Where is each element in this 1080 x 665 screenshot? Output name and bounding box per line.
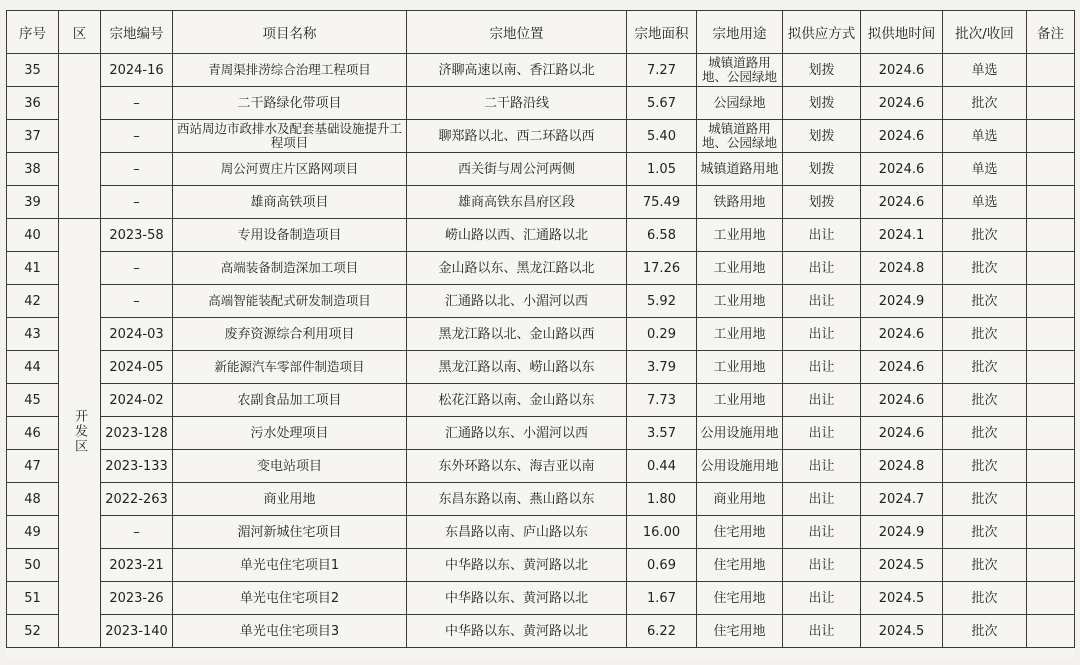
table-row <box>7 384 1075 417</box>
cell-area: 6.22 <box>627 615 697 648</box>
cell-project-name: 专用设备制造项目 <box>173 219 407 252</box>
cell-supply-method: 出让 <box>783 252 861 285</box>
cell-area: 0.29 <box>627 318 697 351</box>
cell-supply-method: 出让 <box>783 615 861 648</box>
table-row <box>7 252 1075 285</box>
cell-supply-method: 出让 <box>783 219 861 252</box>
cell-location: 二干路沿线 <box>407 87 627 120</box>
cell-note <box>1027 186 1075 219</box>
header-batch: 批次/收回 <box>943 11 1027 54</box>
cell-serial: 45 <box>7 384 59 417</box>
cell-note <box>1027 285 1075 318</box>
cell-note <box>1027 252 1075 285</box>
cell-supply-time: 2024.9 <box>861 516 943 549</box>
document-page <box>6 10 1074 658</box>
cell-location: 汇通路以北、小湄河以西 <box>407 285 627 318</box>
cell-note <box>1027 483 1075 516</box>
cell-area: 5.40 <box>627 120 697 153</box>
cell-parcel-code: 2024-03 <box>101 318 173 351</box>
cell-serial: 50 <box>7 549 59 582</box>
header-supply-method: 拟供应方式 <box>783 11 861 54</box>
cell-batch: 批次 <box>943 483 1027 516</box>
cell-land-use: 城镇道路用地 <box>697 153 783 186</box>
table-row <box>7 87 1075 120</box>
cell-batch: 批次 <box>943 417 1027 450</box>
cell-land-use: 工业用地 <box>697 252 783 285</box>
cell-batch: 批次 <box>943 384 1027 417</box>
cell-land-use: 住宅用地 <box>697 516 783 549</box>
cell-serial: 39 <box>7 186 59 219</box>
cell-serial: 40 <box>7 219 59 252</box>
cell-supply-time: 2024.6 <box>861 384 943 417</box>
cell-supply-time: 2024.9 <box>861 285 943 318</box>
cell-project-name: 西站周边市政排水及配套基础设施提升工程项目 <box>173 120 407 153</box>
cell-note <box>1027 318 1075 351</box>
cell-batch: 批次 <box>943 252 1027 285</box>
cell-supply-time: 2024.8 <box>861 252 943 285</box>
cell-note <box>1027 450 1075 483</box>
cell-land-use: 工业用地 <box>697 318 783 351</box>
header-area: 宗地面积 <box>627 11 697 54</box>
cell-batch: 单选 <box>943 186 1027 219</box>
cell-land-use: 工业用地 <box>697 219 783 252</box>
cell-supply-time: 2024.8 <box>861 450 943 483</box>
cell-supply-time: 2024.6 <box>861 120 943 153</box>
table-row <box>7 186 1075 219</box>
cell-supply-time: 2024.6 <box>861 351 943 384</box>
cell-land-use: 公用设施用地 <box>697 417 783 450</box>
cell-area: 7.73 <box>627 384 697 417</box>
cell-note <box>1027 120 1075 153</box>
cell-land-use: 公园绿地 <box>697 87 783 120</box>
cell-land-use: 住宅用地 <box>697 549 783 582</box>
cell-project-name: 二干路绿化带项目 <box>173 87 407 120</box>
cell-location: 金山路以东、黑龙江路以北 <box>407 252 627 285</box>
cell-serial: 44 <box>7 351 59 384</box>
cell-serial: 48 <box>7 483 59 516</box>
header-serial: 序号 <box>7 11 59 54</box>
table-row <box>7 219 1075 252</box>
land-supply-table <box>6 10 1075 648</box>
cell-supply-method: 出让 <box>783 516 861 549</box>
cell-area: 75.49 <box>627 186 697 219</box>
cell-serial: 52 <box>7 615 59 648</box>
cell-project-name: 青周渠排涝综合治理工程项目 <box>173 54 407 87</box>
cell-area: 6.58 <box>627 219 697 252</box>
cell-location: 东昌东路以南、燕山路以东 <box>407 483 627 516</box>
table-row <box>7 549 1075 582</box>
table-row <box>7 417 1075 450</box>
cell-supply-method: 出让 <box>783 384 861 417</box>
cell-supply-method: 出让 <box>783 318 861 351</box>
cell-batch: 批次 <box>943 318 1027 351</box>
cell-batch: 批次 <box>943 450 1027 483</box>
cell-serial: 46 <box>7 417 59 450</box>
cell-supply-time: 2024.5 <box>861 549 943 582</box>
cell-location: 东昌路以南、庐山路以东 <box>407 516 627 549</box>
cell-area: 5.92 <box>627 285 697 318</box>
cell-district-group-2 <box>59 219 101 648</box>
cell-note <box>1027 351 1075 384</box>
cell-project-name: 雄商高铁项目 <box>173 186 407 219</box>
cell-area: 16.00 <box>627 516 697 549</box>
cell-parcel-code: – <box>101 87 173 120</box>
table-row <box>7 153 1075 186</box>
cell-area: 3.57 <box>627 417 697 450</box>
cell-project-name: 湄河新城住宅项目 <box>173 516 407 549</box>
cell-area: 0.44 <box>627 450 697 483</box>
cell-batch: 单选 <box>943 153 1027 186</box>
header-note: 备注 <box>1027 11 1075 54</box>
cell-serial: 42 <box>7 285 59 318</box>
cell-parcel-code: – <box>101 285 173 318</box>
cell-batch: 批次 <box>943 582 1027 615</box>
cell-supply-time: 2024.5 <box>861 615 943 648</box>
cell-serial: 37 <box>7 120 59 153</box>
cell-parcel-code: – <box>101 186 173 219</box>
cell-serial: 47 <box>7 450 59 483</box>
cell-parcel-code: – <box>101 516 173 549</box>
cell-location: 黑龙江路以南、崂山路以东 <box>407 351 627 384</box>
cell-supply-method: 出让 <box>783 285 861 318</box>
cell-supply-method: 划拨 <box>783 153 861 186</box>
cell-project-name: 废弃资源综合利用项目 <box>173 318 407 351</box>
cell-batch: 批次 <box>943 549 1027 582</box>
cell-area: 1.05 <box>627 153 697 186</box>
cell-project-name: 商业用地 <box>173 483 407 516</box>
table-body <box>7 54 1075 648</box>
cell-note <box>1027 582 1075 615</box>
cell-supply-time: 2024.6 <box>861 318 943 351</box>
cell-location: 汇通路以东、小湄河以西 <box>407 417 627 450</box>
cell-note <box>1027 417 1075 450</box>
cell-land-use: 铁路用地 <box>697 186 783 219</box>
cell-project-name: 周公河贾庄片区路网项目 <box>173 153 407 186</box>
table-row <box>7 54 1075 87</box>
cell-batch: 批次 <box>943 516 1027 549</box>
cell-parcel-code: – <box>101 153 173 186</box>
cell-location: 聊郑路以北、西二环路以西 <box>407 120 627 153</box>
cell-batch: 批次 <box>943 87 1027 120</box>
cell-area: 17.26 <box>627 252 697 285</box>
header-row <box>7 11 1075 54</box>
cell-supply-method: 划拨 <box>783 87 861 120</box>
cell-parcel-code: 2023-26 <box>101 582 173 615</box>
table-row <box>7 351 1075 384</box>
cell-area: 0.69 <box>627 549 697 582</box>
cell-serial: 36 <box>7 87 59 120</box>
cell-project-name: 高端装备制造深加工项目 <box>173 252 407 285</box>
cell-location: 中华路以东、黄河路以北 <box>407 615 627 648</box>
district-label: 开发区 <box>72 408 87 454</box>
header-supply-time: 拟供地时间 <box>861 11 943 54</box>
cell-area: 7.27 <box>627 54 697 87</box>
cell-area: 1.80 <box>627 483 697 516</box>
cell-location: 松花江路以南、金山路以东 <box>407 384 627 417</box>
header-district: 区 <box>59 11 101 54</box>
cell-supply-method: 出让 <box>783 483 861 516</box>
cell-supply-method: 划拨 <box>783 54 861 87</box>
cell-note <box>1027 219 1075 252</box>
cell-area: 3.79 <box>627 351 697 384</box>
header-location: 宗地位置 <box>407 11 627 54</box>
cell-note <box>1027 615 1075 648</box>
cell-batch: 单选 <box>943 54 1027 87</box>
cell-serial: 49 <box>7 516 59 549</box>
cell-land-use: 住宅用地 <box>697 582 783 615</box>
cell-parcel-code: 2024-16 <box>101 54 173 87</box>
cell-batch: 批次 <box>943 285 1027 318</box>
cell-supply-time: 2024.6 <box>861 153 943 186</box>
table-row <box>7 120 1075 153</box>
cell-supply-method: 出让 <box>783 549 861 582</box>
cell-project-name: 新能源汽车零部件制造项目 <box>173 351 407 384</box>
header-land-use: 宗地用途 <box>697 11 783 54</box>
cell-project-name: 单光屯住宅项目1 <box>173 549 407 582</box>
cell-land-use: 住宅用地 <box>697 615 783 648</box>
cell-parcel-code: 2024-02 <box>101 384 173 417</box>
header-project-name: 项目名称 <box>173 11 407 54</box>
cell-supply-method: 划拨 <box>783 186 861 219</box>
cell-land-use: 商业用地 <box>697 483 783 516</box>
cell-supply-time: 2024.1 <box>861 219 943 252</box>
cell-batch: 单选 <box>943 120 1027 153</box>
cell-parcel-code: 2023-58 <box>101 219 173 252</box>
cell-location: 黑龙江路以北、金山路以西 <box>407 318 627 351</box>
cell-project-name: 农副食品加工项目 <box>173 384 407 417</box>
cell-note <box>1027 87 1075 120</box>
cell-location: 东外环路以东、海吉亚以南 <box>407 450 627 483</box>
table-row <box>7 582 1075 615</box>
cell-parcel-code: 2023-128 <box>101 417 173 450</box>
table-row <box>7 318 1075 351</box>
cell-parcel-code: 2023-140 <box>101 615 173 648</box>
cell-note <box>1027 384 1075 417</box>
cell-note <box>1027 153 1075 186</box>
cell-supply-method: 划拨 <box>783 120 861 153</box>
cell-supply-method: 出让 <box>783 450 861 483</box>
table-row <box>7 285 1075 318</box>
cell-batch: 批次 <box>943 351 1027 384</box>
cell-land-use: 工业用地 <box>697 351 783 384</box>
cell-serial: 35 <box>7 54 59 87</box>
cell-supply-method: 出让 <box>783 351 861 384</box>
cell-land-use: 城镇道路用地、公园绿地 <box>697 120 783 153</box>
cell-note <box>1027 54 1075 87</box>
cell-supply-method: 出让 <box>783 417 861 450</box>
cell-project-name: 变电站项目 <box>173 450 407 483</box>
cell-area: 5.67 <box>627 87 697 120</box>
cell-serial: 38 <box>7 153 59 186</box>
cell-note <box>1027 516 1075 549</box>
cell-parcel-code: – <box>101 120 173 153</box>
cell-parcel-code: 2023-21 <box>101 549 173 582</box>
cell-area: 1.67 <box>627 582 697 615</box>
table-row <box>7 615 1075 648</box>
cell-project-name: 单光屯住宅项目2 <box>173 582 407 615</box>
table-row <box>7 450 1075 483</box>
cell-supply-method: 出让 <box>783 582 861 615</box>
cell-location: 济聊高速以南、香江路以北 <box>407 54 627 87</box>
cell-land-use: 公用设施用地 <box>697 450 783 483</box>
cell-batch: 批次 <box>943 615 1027 648</box>
table-row <box>7 483 1075 516</box>
table-row <box>7 516 1075 549</box>
cell-supply-time: 2024.6 <box>861 186 943 219</box>
cell-supply-time: 2024.5 <box>861 582 943 615</box>
cell-parcel-code: – <box>101 252 173 285</box>
cell-location: 中华路以东、黄河路以北 <box>407 549 627 582</box>
cell-supply-time: 2024.7 <box>861 483 943 516</box>
cell-project-name: 污水处理项目 <box>173 417 407 450</box>
cell-serial: 51 <box>7 582 59 615</box>
cell-land-use: 工业用地 <box>697 384 783 417</box>
cell-serial: 43 <box>7 318 59 351</box>
cell-location: 西关街与周公河两侧 <box>407 153 627 186</box>
cell-location: 雄商高铁东昌府区段 <box>407 186 627 219</box>
cell-batch: 批次 <box>943 219 1027 252</box>
header-parcel-code: 宗地编号 <box>101 11 173 54</box>
cell-note <box>1027 549 1075 582</box>
cell-supply-time: 2024.6 <box>861 417 943 450</box>
cell-parcel-code: 2022-263 <box>101 483 173 516</box>
cell-serial: 41 <box>7 252 59 285</box>
cell-parcel-code: 2023-133 <box>101 450 173 483</box>
cell-supply-time: 2024.6 <box>861 87 943 120</box>
cell-project-name: 单光屯住宅项目3 <box>173 615 407 648</box>
cell-district-group-1 <box>59 54 101 219</box>
cell-supply-time: 2024.6 <box>861 54 943 87</box>
cell-land-use: 城镇道路用地、公园绿地 <box>697 54 783 87</box>
cell-project-name: 高端智能装配式研发制造项目 <box>173 285 407 318</box>
cell-location: 崂山路以西、汇通路以北 <box>407 219 627 252</box>
cell-location: 中华路以东、黄河路以北 <box>407 582 627 615</box>
cell-land-use: 工业用地 <box>697 285 783 318</box>
cell-parcel-code: 2024-05 <box>101 351 173 384</box>
